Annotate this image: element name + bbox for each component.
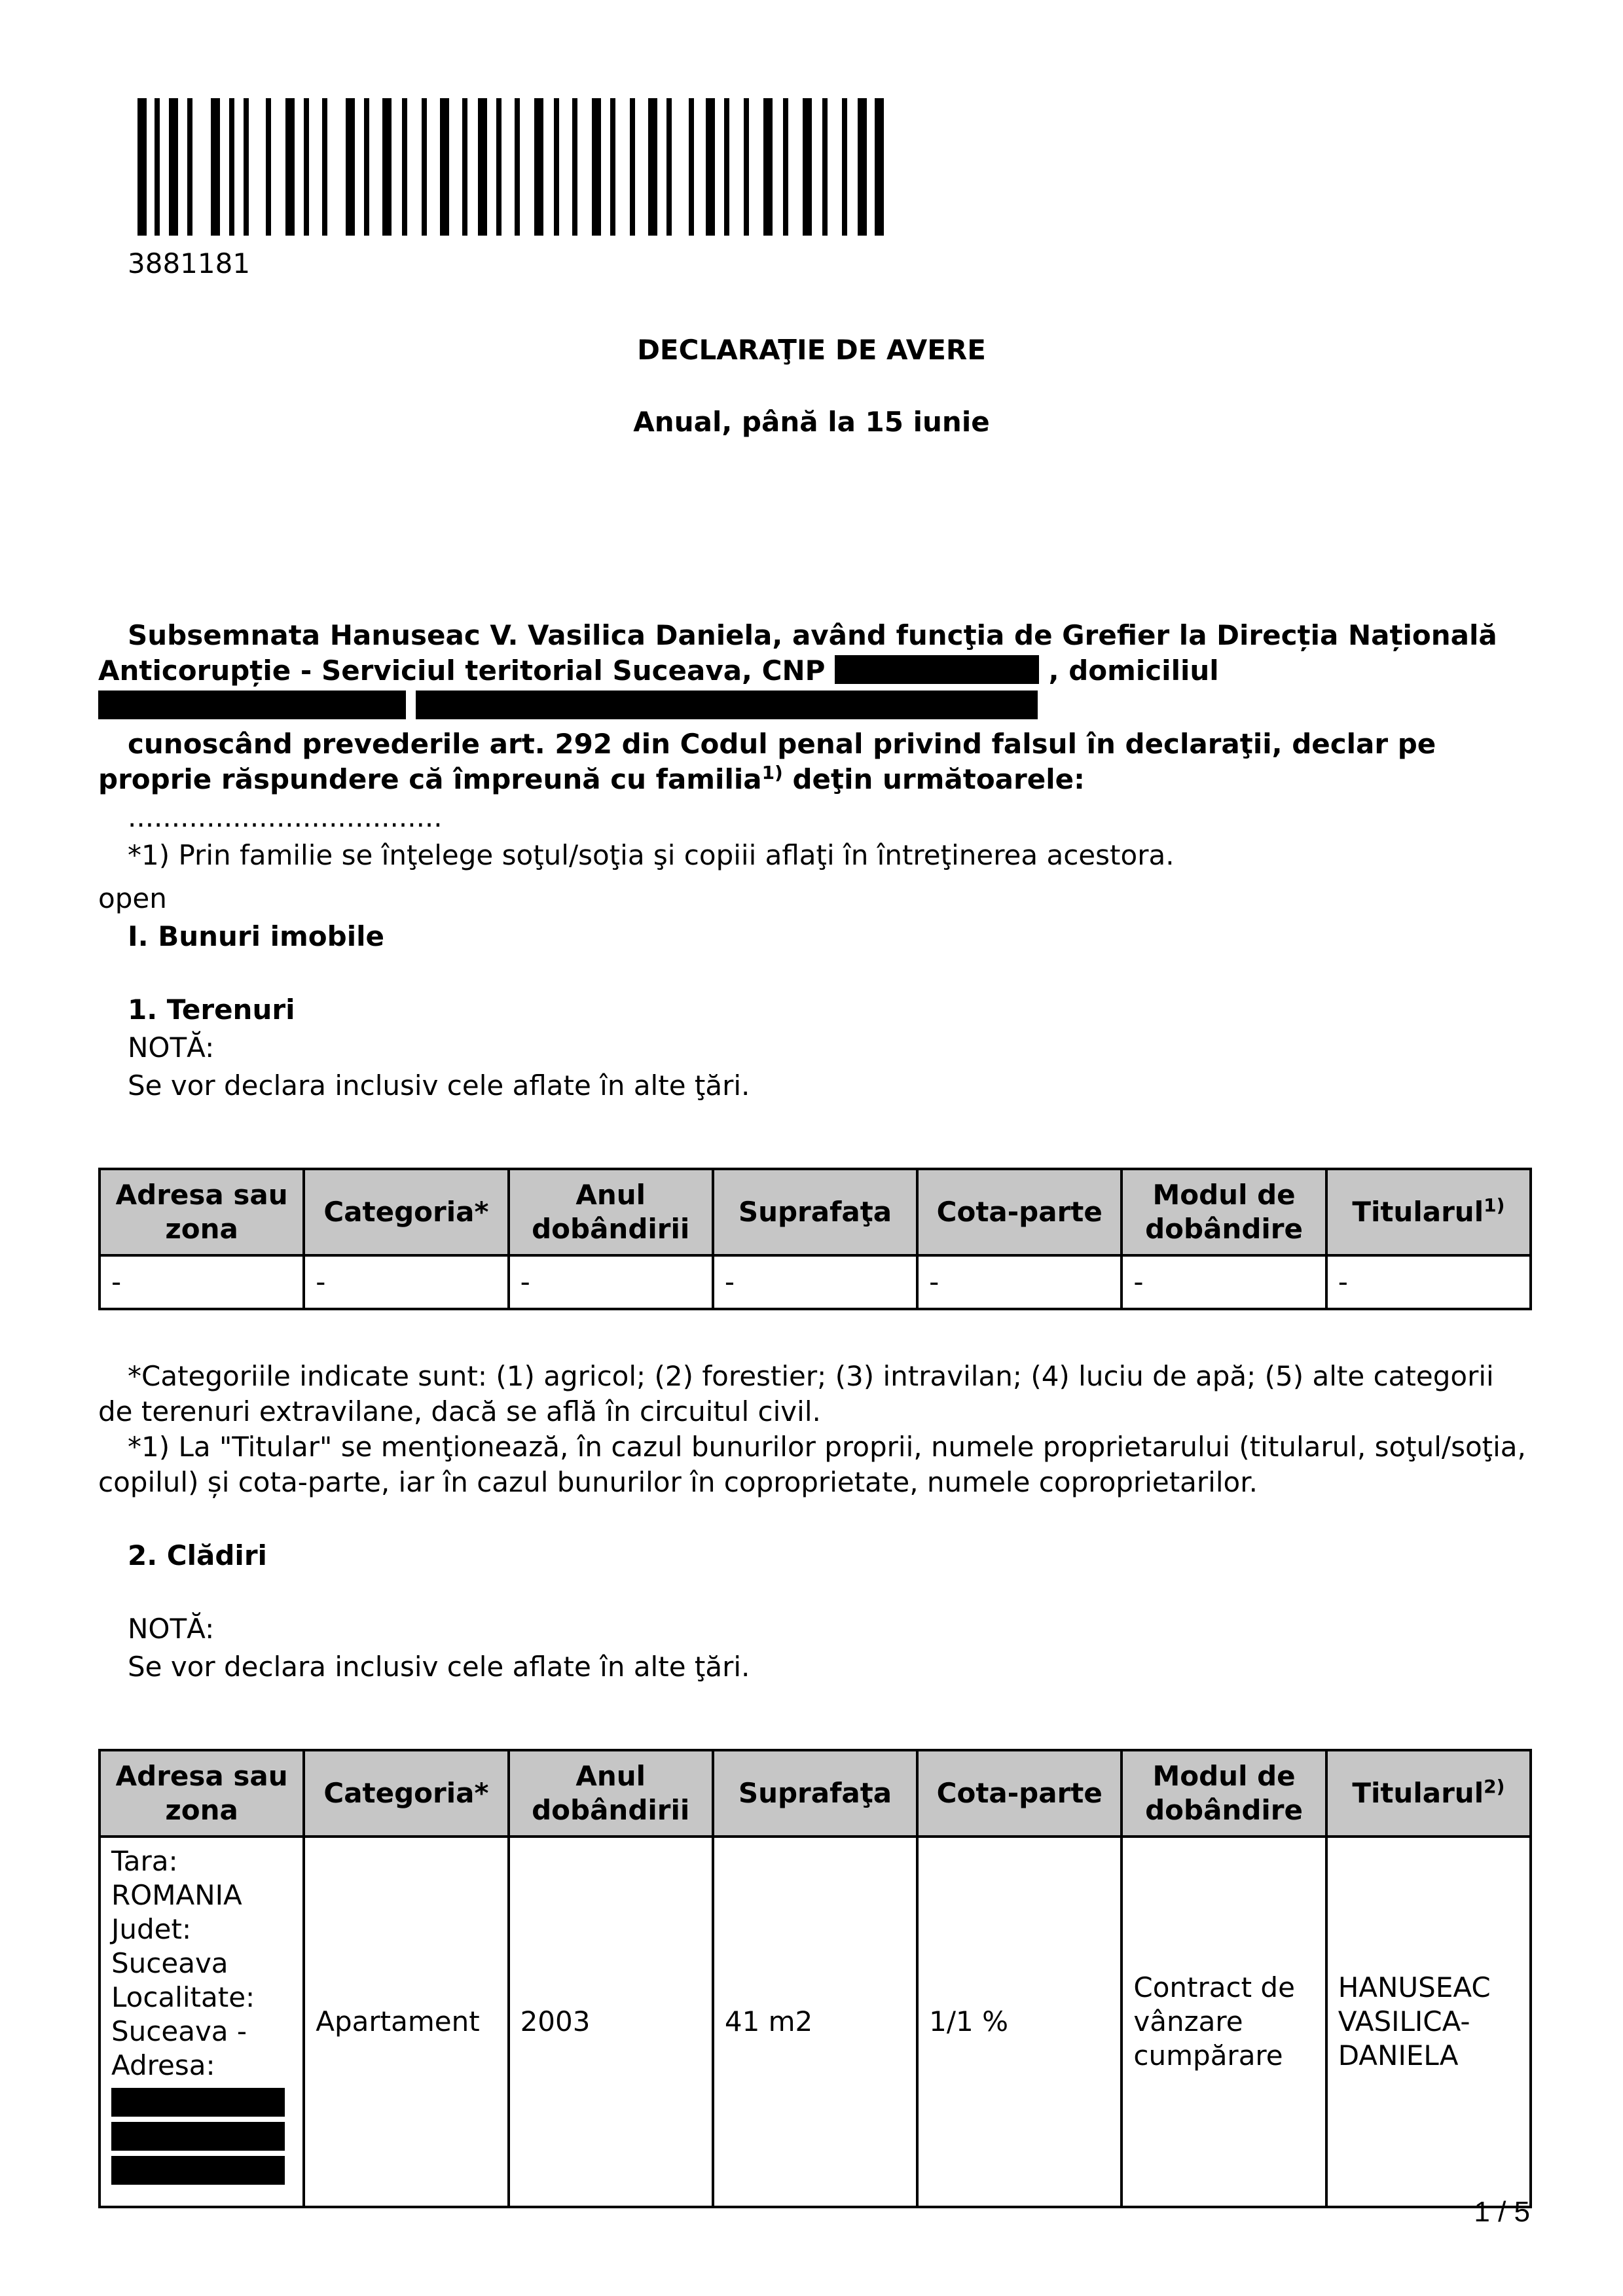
redacted-address-1 — [98, 691, 406, 719]
titular-note: *1) La "Titular" se menţionează, în cazul bunurilor proprii, numele proprietarului (titularul, soţul/soţia, copilul) și cota-parte, iar în cazul bunurilor în coproprietate, numele coproprietarilor. — [98, 1431, 1526, 1498]
adresa-line: Localitate: — [111, 1981, 255, 2013]
cladiri-nota-text: Se vor declara inclusiv cele aflate în alte ţări. — [128, 1651, 750, 1683]
page-number: 1 / 5 — [1474, 2196, 1530, 2228]
statement-end: deţin următoarele: — [782, 763, 1085, 795]
header-titular-label: Titularul — [1352, 1777, 1484, 1809]
dotted-line: .................................... — [128, 801, 443, 833]
header-categoria: Categoria* — [304, 1750, 508, 1837]
cell-cota: 1/1 % — [917, 1837, 1122, 2207]
open-label: open — [98, 882, 167, 914]
terenuri-table — [98, 1168, 1532, 1310]
terenuri-nota-label: NOTĂ: — [128, 1031, 215, 1064]
declaration-statement — [98, 726, 1532, 797]
table-row — [100, 1255, 1531, 1309]
table-cell: - — [509, 1255, 713, 1309]
header-titular — [1326, 1750, 1531, 1837]
cell-modul: Contract de vânzare cumpărare — [1122, 1837, 1326, 2207]
cladiri-header-row — [100, 1750, 1531, 1837]
redacted-address-line — [111, 2122, 285, 2151]
declarant-paragraph — [98, 618, 1532, 724]
declarant-intro: Subsemnata Hanuseac V. Vasilica Daniela, având funcţia de Grefier la Direcția Națională Anticorupție - Serviciul teritorial Suceava, CNP — [98, 619, 1497, 687]
categorii-note: *Categoriile indicate sunt: (1) agricol; (2) forestier; (3) intravilan; (4) luciu de apă; (5) alte categorii de terenuri extravilane, dacă se află în circuitul civil. — [98, 1360, 1494, 1427]
terenuri-header-row — [100, 1169, 1531, 1255]
table-cell: - — [917, 1255, 1122, 1309]
domiciliu-label: , domiciliul — [1048, 655, 1219, 687]
header-adresa: Adresa sau zona — [100, 1169, 304, 1255]
barcode-image — [137, 98, 884, 236]
table-row — [100, 1837, 1531, 2207]
redacted-cnp — [835, 655, 1039, 684]
header-suprafata: Suprafaţa — [713, 1169, 917, 1255]
terenuri-nota-text: Se vor declara inclusiv cele aflate în alte ţări. — [128, 1069, 750, 1102]
header-modul: Modul de dobândire — [1122, 1750, 1326, 1837]
table-cell: - — [100, 1255, 304, 1309]
terenuri-title: 1. Terenuri — [128, 994, 295, 1026]
table-cell: - — [1122, 1255, 1326, 1309]
section-i-title: I. Bunuri imobile — [128, 920, 385, 952]
adresa-line: Suceava — [111, 1947, 228, 1979]
document-subtitle: Anual, până la 15 iunie — [633, 406, 990, 438]
adresa-line: ROMANIA — [111, 1879, 242, 1911]
cladiri-table — [98, 1749, 1532, 2208]
header-titular-label: Titularul — [1352, 1196, 1484, 1228]
family-footnote: *1) Prin familie se înţelege soţul/soţia şi copiii aflaţi în întreţinerea acestora. — [128, 839, 1175, 871]
cell-categoria: Apartament — [304, 1837, 508, 2207]
cell-suprafata: 41 m2 — [713, 1837, 917, 2207]
table-cell: - — [304, 1255, 508, 1309]
header-anul: Anul dobândirii — [509, 1169, 713, 1255]
header-cota: Cota-parte — [917, 1750, 1122, 1837]
header-adresa: Adresa sau zona — [100, 1750, 304, 1837]
adresa-line: Suceava - — [111, 2015, 247, 2047]
adresa-line: Adresa: — [111, 2049, 215, 2081]
adresa-line: Judet: — [111, 1913, 192, 1945]
barcode-number: 3881181 — [128, 247, 251, 279]
cladiri-title: 2. Clădiri — [128, 1539, 267, 1571]
table-cell: - — [1326, 1255, 1531, 1309]
cell-anul: 2003 — [509, 1837, 713, 2207]
document-title: DECLARAŢIE DE AVERE — [637, 334, 986, 366]
header-modul: Modul de dobândire — [1122, 1169, 1326, 1255]
statement-text: cunoscând prevederile art. 292 din Codul penal privind falsul în declaraţii, declar pe proprie răspundere că împreună cu familia — [98, 728, 1436, 795]
table-cell: - — [713, 1255, 917, 1309]
header-cota: Cota-parte — [917, 1169, 1122, 1255]
header-titular-sup: 2) — [1484, 1776, 1505, 1797]
redacted-address-line — [111, 2156, 285, 2185]
header-categoria: Categoria* — [304, 1169, 508, 1255]
cell-titular: HANUSEAC VASILICA-DANIELA — [1326, 1837, 1531, 2207]
redacted-address-line — [111, 2088, 285, 2117]
adresa-line: Tara: — [111, 1845, 178, 1877]
cladiri-nota-label: NOTĂ: — [128, 1613, 215, 1645]
statement-footnote-ref: 1) — [761, 762, 783, 783]
header-titular — [1326, 1169, 1531, 1255]
header-suprafata: Suprafaţa — [713, 1750, 917, 1837]
header-anul: Anul dobândirii — [509, 1750, 713, 1837]
header-titular-sup: 1) — [1484, 1194, 1505, 1216]
redacted-address-2 — [416, 691, 1038, 719]
cell-adresa — [100, 1837, 304, 2207]
